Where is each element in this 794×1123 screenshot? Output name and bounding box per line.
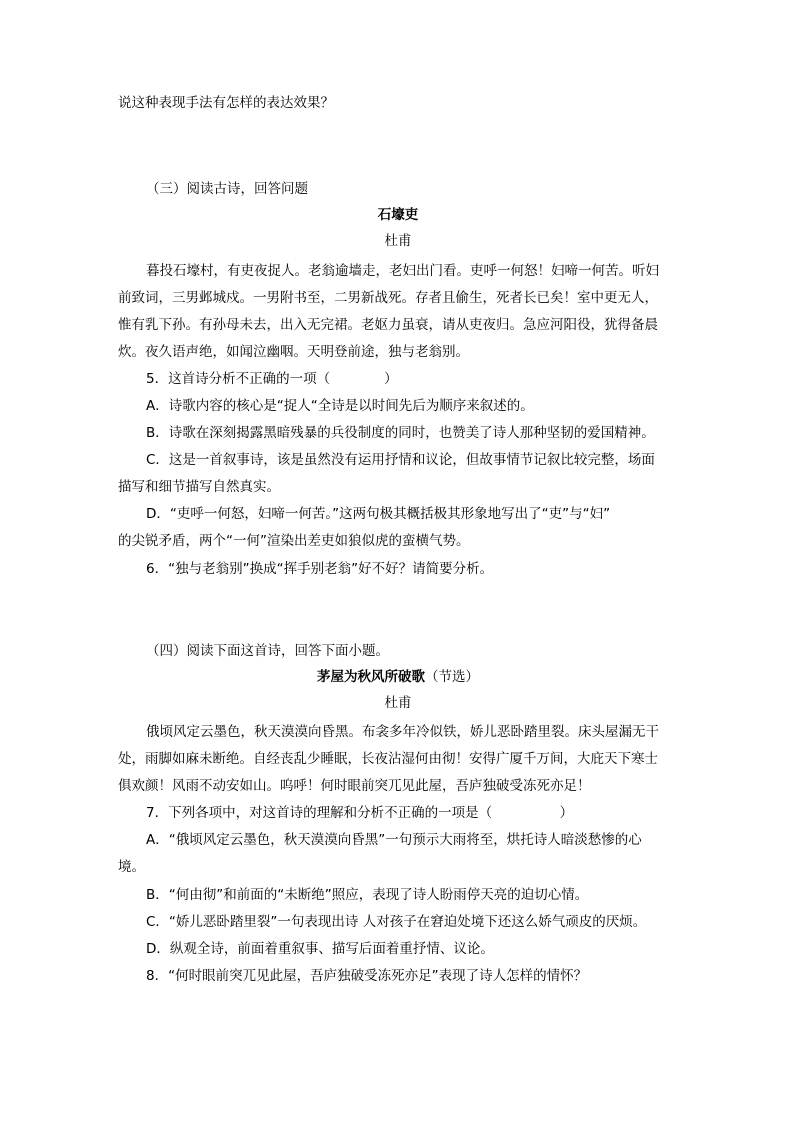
q5-option-c-cont: 描写和细节描写自然真实。: [118, 479, 280, 495]
q7-option-a-cont: 境。: [118, 859, 145, 875]
poem-line: 俱欢颜！风雨不动安如山。呜呼！何时眼前突兀见此屋，吾庐独破受冻死亦足！: [118, 778, 591, 794]
poem-line: 暮投石壕村，有吏夜捉人。老翁逾墙走，老妇出门看。吏呼一何怒！妇啼一何苦。听妇: [146, 263, 659, 279]
q5-option-a: A．诗歌内容的核心是“捉人“全诗是以时间先后为顺序来叙述的。: [146, 398, 534, 414]
poem-author: 杜甫: [384, 233, 412, 249]
question-6: 6．“独与老翁别”换成“挥手别老翁”好不好？请简要分析。: [146, 561, 494, 577]
question-8: 8．“何时眼前突兀见此屋，吾庐独破受冻死亦足”表现了诗人怎样的情怀？: [146, 968, 588, 984]
question-7: 7．下列各项中，对这首诗的理解和分析不正确的一项是（ ）: [146, 805, 574, 821]
poem-title-block: [118, 668, 678, 686]
section-3-heading: （三）阅读古诗，回答问题: [146, 181, 308, 197]
poem-line: 惟有乳下孙。有孙母未去，出入无完裙。老妪力虽衰，请从吏夜归。急应河阳役，犹得备晨: [118, 317, 658, 333]
q7-option-c: C．“娇儿恶卧踏里裂”一句表现出诗 人对孩子在窘迫处境下还这么娇气顽皮的厌烦。: [146, 914, 647, 930]
q5-option-d-cont: 的尖锐矛盾，两个“一何”渲染出差吏如狼似虎的蛮横气势。: [118, 533, 470, 549]
q5-option-c: C．这是一首叙事诗，该是虽然没有运用抒情和议论，但故事情节记叙比较完整，场面: [146, 452, 655, 468]
poem-title-note: （节选）: [425, 669, 479, 685]
poem-line: 处，雨脚如麻未断绝。自经丧乱少睡眠，长夜沾湿何由彻！安得广厦千万间，大庇天下寒士: [118, 751, 658, 767]
poem-line: 炊。夜久语声绝，如闻泣幽咽。天明登前途，独与老翁别。: [118, 344, 469, 360]
q5-option-d: D．“吏呼一何怒，妇啼一何苦。”这两句极其概括极其形象地写出了“吏”与“妇”: [146, 506, 611, 522]
q7-option-d: D．纵观全诗，前面着重叙事、描写后面着重抒情、议论。: [146, 941, 494, 957]
poem-title-shihaoli: 石壕吏: [377, 207, 419, 223]
poem-line: 俄顷风定云墨色，秋天漠漠向昏黑。布衾多年冷似铁，娇儿恶卧踏里裂。床头屋漏无干: [146, 724, 659, 740]
question-continuation: 说这种表现手法有怎样的表达效果？: [118, 95, 334, 111]
question-5: 5．这首诗分析不正确的一项（ ）: [146, 371, 398, 387]
q7-option-b: B．“何由彻”和前面的“未断绝”照应，表现了诗人盼雨停天亮的迫切心情。: [146, 887, 589, 903]
q7-option-a: A．“俄顷风定云墨色，秋天漠漠向昏黑”一句预示大雨将至，烘托诗人暗淡愁惨的心: [146, 832, 642, 848]
poem-author: 杜甫: [384, 695, 412, 711]
q5-option-b: B．诗歌在深刻揭露黑暗残暴的兵役制度的同时，也赞美了诗人那种坚韧的爱国精神。: [146, 425, 655, 441]
poem-title-maowu: 茅屋为秋风所破歌: [317, 669, 425, 685]
section-4-heading: （四）阅读下面这首诗，回答下面小题。: [146, 643, 389, 659]
poem-line: 前致词，三男邺城戍。一男附书至，二男新战死。存者且偷生，死者长已矣！室中更无人，: [118, 290, 658, 306]
